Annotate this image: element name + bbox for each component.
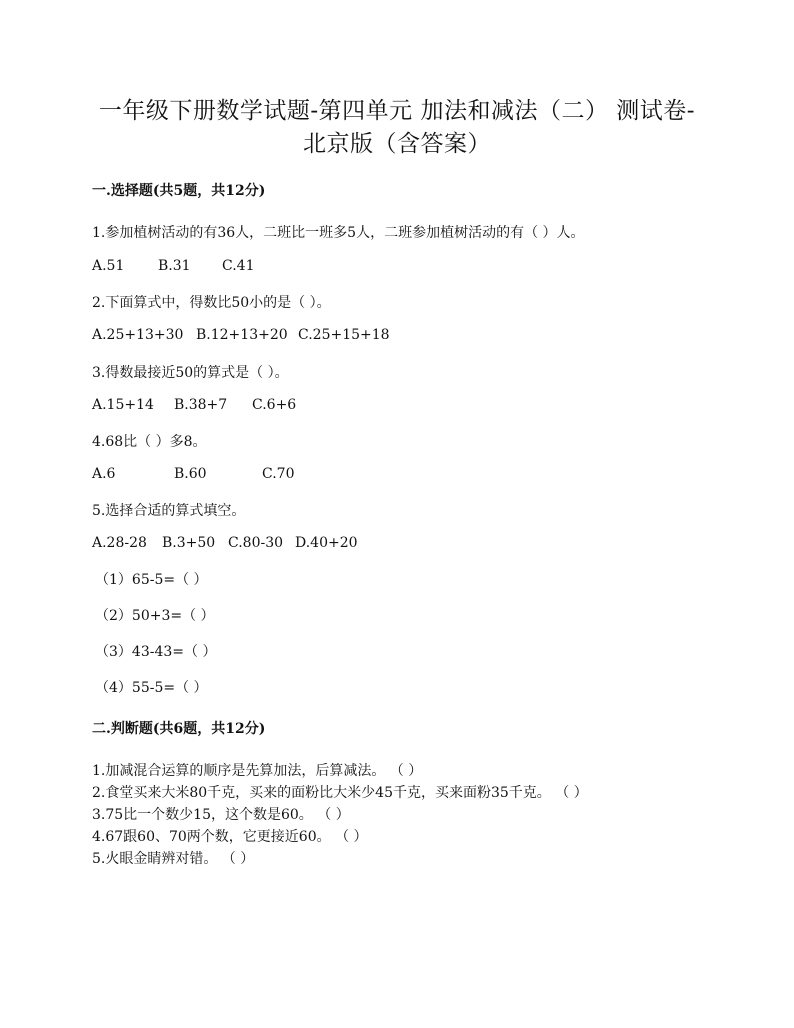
option-c: C.70: [262, 466, 295, 482]
judge-item-4: 4.67跟60、70两个数，它更接近60。 （ ）: [92, 829, 368, 845]
option-c: C.80-30: [228, 535, 284, 551]
option-b: B.31: [158, 258, 191, 274]
option-c: C.6+6: [252, 397, 297, 413]
option-b: B.38+7: [174, 397, 228, 413]
option-d: D.40+20: [295, 535, 358, 551]
option-c: C.41: [222, 258, 255, 274]
option-b: B.60: [174, 466, 207, 482]
option-a: A.28-28: [92, 535, 147, 551]
question-2-options: [92, 327, 390, 343]
option-a: A.51: [92, 258, 125, 274]
option-a: A.25+13+30: [92, 327, 184, 343]
judge-item-5: 5.火眼金睛辨对错。 （ ）: [92, 851, 255, 867]
option-b: B.12+13+20: [196, 327, 288, 343]
section-heading-multiple-choice: 一.选择题(共5题，共12分): [92, 183, 266, 199]
judge-item-2: 2.食堂买来大米80千克，买来的面粉比大米少45千克，买来面粉35千克。 （ ）: [92, 785, 588, 801]
fill-blank-2: （2）50+3=（ ）: [95, 608, 215, 624]
question-1-options: [92, 258, 254, 274]
judge-item-1: 1.加减混合运算的顺序是先算加法，后算减法。 （ ）: [92, 763, 423, 779]
page-title-line2: 北京版（含答案）: [303, 131, 491, 157]
option-c: C.25+15+18: [298, 327, 390, 343]
judge-item-3: 3.75比一个数少15，这个数是60。 （ ）: [92, 807, 350, 823]
option-b: B.3+50: [162, 535, 216, 551]
section-heading-true-false: 二.判断题(共6题，共12分): [92, 721, 266, 737]
option-a: A.6: [92, 466, 116, 482]
question-3-options: [92, 397, 296, 413]
question-2: 2.下面算式中，得数比50小的是（ ）。: [92, 295, 331, 311]
question-5: 5.选择合适的算式填空。: [92, 503, 246, 519]
question-4: 4.68比（ ）多8。: [92, 434, 207, 450]
page-title-line1: 一年级下册数学试题-第四单元 加法和减法（二） 测试卷-: [98, 98, 696, 124]
question-5-options: [92, 535, 358, 551]
fill-blank-4: （4）55-5=（ ）: [95, 680, 208, 696]
question-1: 1.参加植树活动的有36人，二班比一班多5人，二班参加植树活动的有（ ）人。: [92, 225, 585, 241]
question-4-options: [92, 466, 294, 482]
question-3: 3.得数最接近50的算式是（ ）。: [92, 365, 289, 381]
fill-blank-3: （3）43-43=（ ）: [95, 644, 217, 660]
option-a: A.15+14: [92, 397, 154, 413]
fill-blank-1: （1）65-5=（ ）: [95, 572, 208, 588]
